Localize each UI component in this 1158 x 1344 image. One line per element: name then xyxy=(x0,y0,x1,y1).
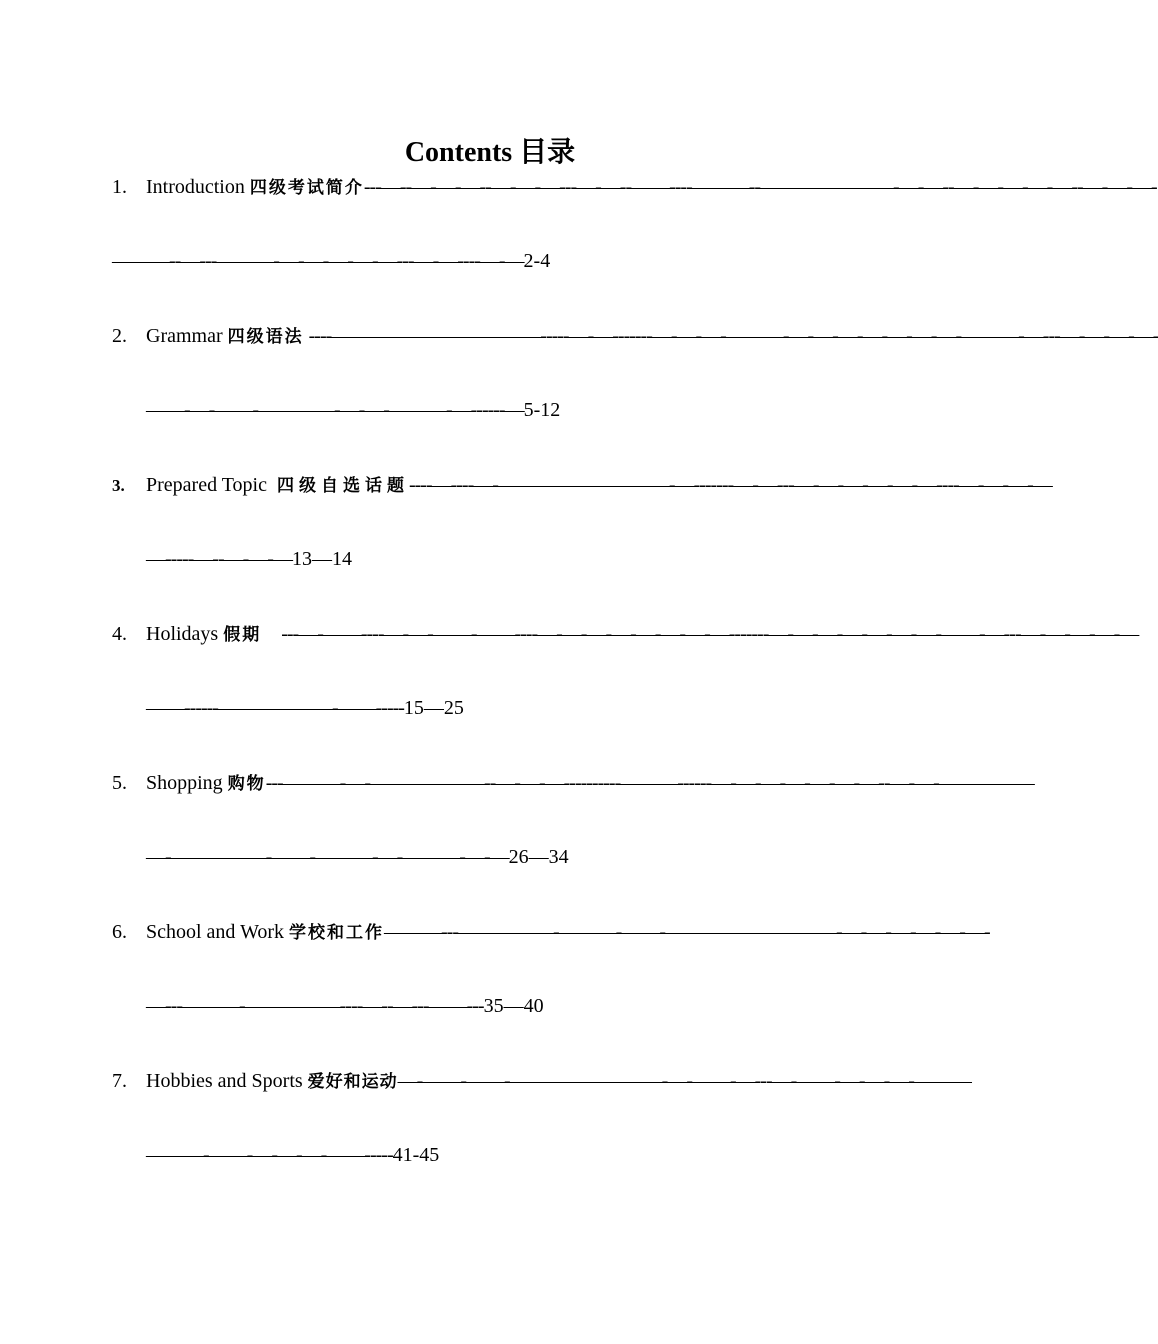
toc-entry-hobbies-and-sports-continued[interactable] xyxy=(146,1142,866,1168)
entry-leader: ---———-—-——————--—-—-—----------———------—-—-—-—-—-—-—--—-—-————— xyxy=(265,772,1034,794)
entry-pages: 41-45 xyxy=(392,1144,440,1166)
entry-leader: ———---—————-———-——-—————————-—-—-—-—-—-—- xyxy=(384,921,990,943)
entry-leader: —-----—--—-—-— xyxy=(146,548,292,570)
toc-entry-introduction[interactable] xyxy=(112,174,1157,200)
entry-chinese-label: 四级自选话题 xyxy=(276,476,409,496)
entry-chinese-label: 购物 xyxy=(227,774,266,794)
entry-label: Hobbies and Sports xyxy=(146,1070,303,1092)
entry-number: 6. xyxy=(112,921,127,943)
entry-chinese-label: 四级语法 xyxy=(227,327,304,347)
entry-chinese-label: 爱好和运动 xyxy=(307,1072,398,1092)
entry-leader: ———--—---———-—-—-—-—-—---—-—----—-— xyxy=(112,250,524,272)
toc-entry-school-and-work-continued[interactable] xyxy=(146,993,866,1019)
toc-entry-grammar-continued[interactable] xyxy=(146,397,866,423)
toc-entry-shopping-continued[interactable] xyxy=(146,844,866,870)
entry-label: Shopping xyxy=(146,772,223,794)
entry-pages: 15—25 xyxy=(403,697,464,719)
entry-leader: ---—--—-—-—--—-—-—---—-—--——----———--———————-—-—--—-—-—-—-—--—-—-—- xyxy=(363,176,1157,198)
entry-pages: 26—34 xyxy=(508,846,569,868)
entry-leader: ----—----—-—————————-—-------—-—---—-—-—-—-—-—----—-—-—-— xyxy=(408,474,1052,496)
entry-pages: 35—40 xyxy=(483,995,544,1017)
toc-entry-prepared-topic-continued[interactable] xyxy=(146,546,866,572)
entry-leader: —-——-——-————————-—-——-—---—-——-—-—-—-——— xyxy=(397,1070,971,1092)
toc-entry-grammar[interactable] xyxy=(112,323,1158,349)
toc-entry-shopping[interactable] xyxy=(112,770,1034,796)
entry-label: Prepared Topic xyxy=(146,474,267,496)
entry-leader: ---—-——----—-—-——-——----—-—-—-—-—-—-—-—-------—-—-—-—-—-—-—-——-—---—-—-—-—-— xyxy=(281,623,1139,645)
entry-label: Holidays xyxy=(146,623,219,645)
entry-leader: ——-—-——-————-—-—-———-—------— xyxy=(146,399,524,421)
toc-entry-introduction-continued[interactable] xyxy=(112,248,866,274)
entry-number: 7. xyxy=(112,1070,127,1092)
page-title: Contents 目录 xyxy=(404,137,576,168)
entry-label: School and Work xyxy=(146,921,285,943)
entry-number: 4. xyxy=(112,623,127,645)
entry-pages: 5-12 xyxy=(523,399,561,421)
toc-entry-holidays[interactable] xyxy=(112,621,1139,647)
entry-number: 1. xyxy=(112,176,127,198)
entry-leader: —---———-—————----—--—---——--- xyxy=(146,995,484,1017)
entry-leader: ----———————————-----—-—-------—-—-—-———-—-—-—-—-—-—-—-———-—---—-—-—-—- xyxy=(308,325,1158,347)
toc-entry-prepared-topic[interactable] xyxy=(112,472,1052,498)
entry-number: 5. xyxy=(112,772,127,794)
entry-leader: —-—————-——-———-—-———-—-— xyxy=(146,846,509,868)
entry-chinese-label: 假期 xyxy=(223,625,262,645)
toc-entry-school-and-work[interactable] xyxy=(112,919,990,945)
toc-entry-holidays-continued[interactable] xyxy=(146,695,866,721)
entry-leader: ——------——————-——----- xyxy=(146,697,404,719)
entry-number: 3. xyxy=(112,476,125,495)
entry-label: Grammar xyxy=(146,325,223,347)
entry-number: 2. xyxy=(112,325,127,347)
entry-chinese-label: 四级考试简介 xyxy=(249,178,364,198)
entry-pages: 2-4 xyxy=(523,250,551,272)
entry-leader: ———-——-—-—-—-——----- xyxy=(146,1144,393,1166)
entry-pages: 13—14 xyxy=(291,548,352,570)
toc-entry-hobbies-and-sports[interactable] xyxy=(112,1068,971,1094)
entry-label: Introduction xyxy=(146,176,245,198)
entry-chinese-label: 学校和工作 xyxy=(289,923,385,943)
